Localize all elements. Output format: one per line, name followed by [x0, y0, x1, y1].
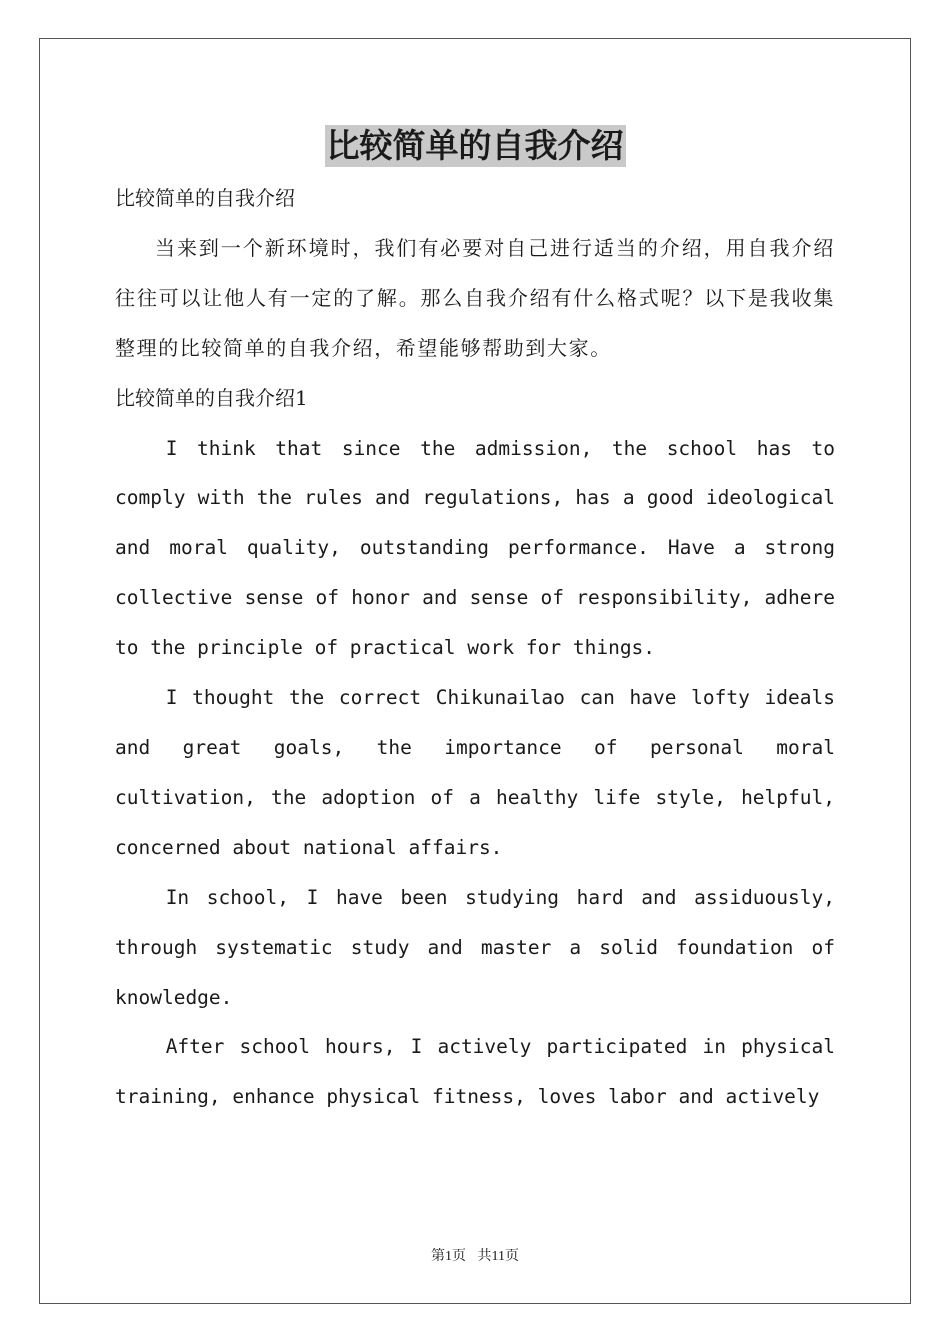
page-number: 第1页 — [431, 1249, 466, 1264]
title-container — [0, 125, 950, 167]
body-paragraph-4: After school hours, I actively participated in physical training, enhance physical fitness, loves labor and actively — [115, 1035, 835, 1109]
document-body — [115, 174, 835, 1122]
intro-paragraph: 当来到一个新环境时，我们有必要对自己进行适当的介绍，用自我介绍往往可以让他人有一定的了解。那么自我介绍有什么格式呢？以下是我收集整理的比较简单的自我介绍，希望能够帮助到大家。 — [115, 235, 835, 360]
subtitle: 比较简单的自我介绍 — [115, 186, 295, 210]
body-paragraph-3: In school, I have been studying hard and assiduously, through systematic study and master a solid foundation of knowledge. — [115, 885, 835, 1009]
document-title: 比较简单的自我介绍 — [326, 126, 624, 165]
body-paragraph-1: I think that since the admission, the school has to comply with the rules and regulations, has a good ideological and moral quality, outstanding performance. Have a strong collective sense of honor and sense of responsibility, adhere to the principle of practical work for things. — [115, 436, 835, 660]
page-footer — [0, 1245, 950, 1265]
page-total: 共11页 — [477, 1249, 519, 1264]
body-paragraph-2: I thought the correct Chikunailao can have lofty ideals and great goals, the importance of personal moral cultivation, the adoption of a healthy life style, helpful, concerned about national affairs. — [115, 686, 835, 859]
section-heading: 比较简单的自我介绍1 — [115, 385, 308, 410]
